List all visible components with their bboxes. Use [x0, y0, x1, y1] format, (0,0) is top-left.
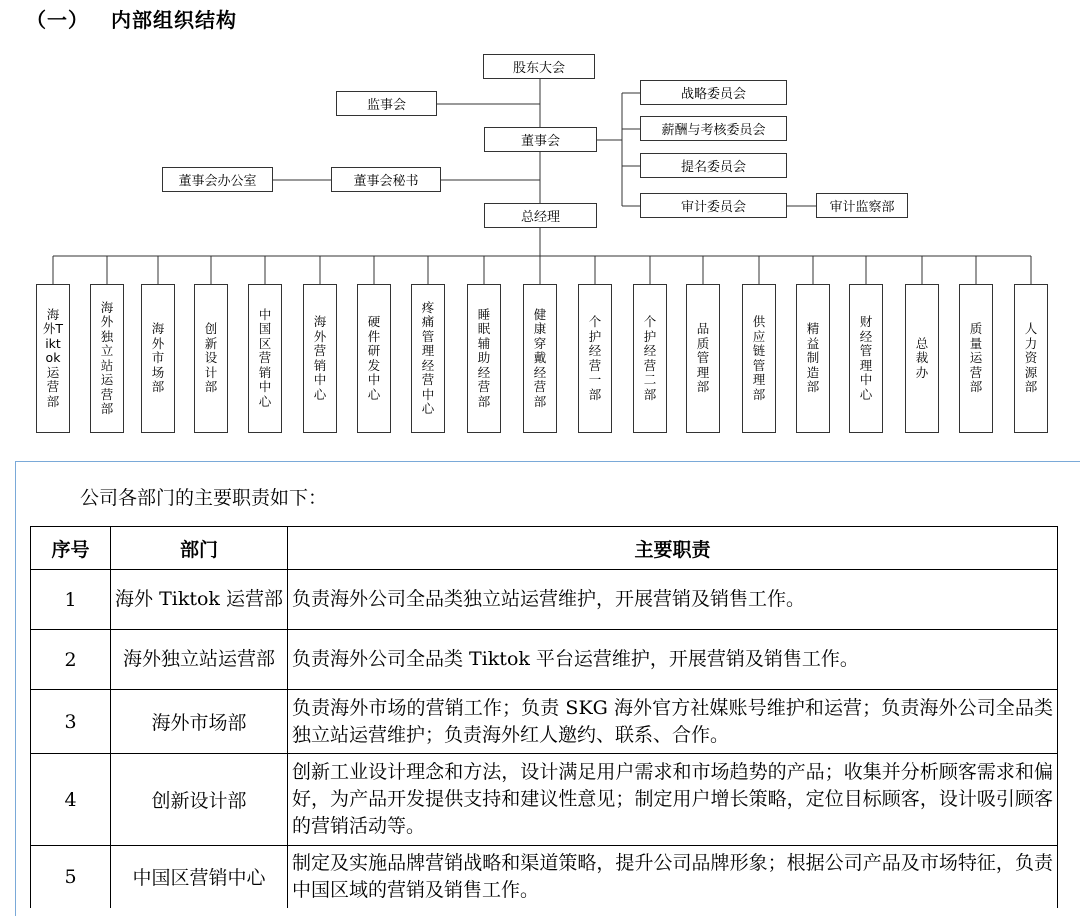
header-duty: 主要职责 — [288, 527, 1058, 570]
audit-supervision-dept-box: 审计监察部 — [816, 193, 908, 218]
table-header-row — [31, 527, 1058, 570]
duties-intro: 公司各部门的主要职责如下： — [80, 487, 328, 509]
section-title: 内部组织结构 — [111, 8, 237, 32]
row-duty: 负责海外市场的营销工作；负责 SKG 海外官方社媒账号维护和运营；负责海外公司全品类独立站运营维护；负责海外红人邀约、联系、合作。 — [288, 690, 1058, 754]
board-of-directors-box: 董事会 — [484, 127, 597, 152]
shareholders-meeting-box: 股东大会 — [483, 54, 595, 79]
row-no: 3 — [31, 690, 111, 754]
org-chart — [0, 0, 1080, 450]
dept-box — [1014, 284, 1048, 433]
dept-box — [578, 284, 612, 433]
row-no: 5 — [31, 846, 111, 908]
dept-label: 个护经营一部 — [588, 314, 602, 402]
duties-table — [30, 526, 1058, 908]
dept-box — [467, 284, 501, 433]
dept-label: 健康穿戴经营部 — [533, 306, 547, 409]
dept-box — [36, 284, 70, 433]
dept-label: 海外独立站运营部 — [100, 299, 114, 416]
table-row — [31, 690, 1058, 754]
row-dept: 海外独立站运营部 — [111, 630, 288, 690]
dept-box — [141, 284, 175, 433]
dept-label: 财经管理中心 — [859, 314, 873, 402]
row-no: 2 — [31, 630, 111, 690]
supervisory-board-box: 监事会 — [336, 91, 437, 116]
general-manager-box: 总经理 — [484, 203, 597, 228]
dept-label: 供应链管理部 — [752, 314, 766, 402]
table-row — [31, 846, 1058, 908]
dept-box — [194, 284, 228, 433]
row-dept: 创新设计部 — [111, 754, 288, 846]
dept-box — [796, 284, 830, 433]
dept-box — [742, 284, 776, 433]
row-no: 1 — [31, 570, 111, 630]
dept-box — [248, 284, 282, 433]
table-row — [31, 630, 1058, 690]
dept-box — [357, 284, 391, 433]
row-dept: 海外市场部 — [111, 690, 288, 754]
dept-label: 疼痛管理经营中心 — [421, 299, 435, 416]
dept-box — [849, 284, 883, 433]
dept-box — [633, 284, 667, 433]
dept-label: 总裁办 — [915, 335, 929, 380]
row-duty: 创新工业设计理念和方法，设计满足用户需求和市场趋势的产品；收集并分析顾客需求和偏好，为产品开发提供支持和建议性意见；制定用户增长策略，定位目标顾客，设计吸引顾客的营销活动等。 — [288, 754, 1058, 846]
dept-label: 海外Tiktok运营部 — [42, 306, 64, 409]
dept-box — [303, 284, 337, 433]
dept-label: 个护经营二部 — [643, 314, 657, 402]
dept-box — [523, 284, 557, 433]
row-duty: 制定及实施品牌营销战略和渠道策略，提升公司品牌形象；根据公司产品及市场特征，负责中国区域的营销及销售工作。 — [288, 846, 1058, 908]
dept-box — [411, 284, 445, 433]
row-duty: 负责海外公司全品类 Tiktok 平台运营维护，开展营销及销售工作。 — [288, 630, 1058, 690]
committee-nomination-box: 提名委员会 — [640, 153, 787, 178]
dept-label: 创新设计部 — [204, 321, 218, 395]
dept-label: 品质管理部 — [696, 321, 710, 395]
row-duty: 负责海外公司全品类独立站运营维护，开展营销及销售工作。 — [288, 570, 1058, 630]
header-no: 序号 — [31, 527, 111, 570]
dept-box — [905, 284, 939, 433]
board-secretary-box: 董事会秘书 — [331, 167, 441, 192]
committee-compensation-box: 薪酬与考核委员会 — [640, 116, 787, 141]
dept-label: 硬件研发中心 — [367, 314, 381, 402]
dept-label: 质量运营部 — [969, 321, 983, 395]
header-dept: 部门 — [111, 527, 288, 570]
board-office-box: 董事会办公室 — [162, 167, 273, 192]
dept-label: 中国区营销中心 — [258, 306, 272, 409]
row-dept: 中国区营销中心 — [111, 846, 288, 908]
dept-label: 人力资源部 — [1024, 321, 1038, 395]
table-row — [31, 570, 1058, 630]
dept-box — [90, 284, 124, 433]
committee-audit-box: 审计委员会 — [640, 193, 787, 218]
dept-label: 精益制造部 — [806, 321, 820, 395]
table-row — [31, 754, 1058, 846]
committee-strategy-box: 战略委员会 — [640, 80, 787, 105]
dept-box — [686, 284, 720, 433]
dept-box — [959, 284, 993, 433]
section-number: （一） — [26, 8, 89, 32]
dept-label: 海外市场部 — [151, 321, 165, 395]
row-no: 4 — [31, 754, 111, 846]
row-dept: 海外 Tiktok 运营部 — [111, 570, 288, 630]
dept-label: 睡眠辅助经营部 — [477, 306, 491, 409]
dept-label: 海外营销中心 — [313, 314, 327, 402]
